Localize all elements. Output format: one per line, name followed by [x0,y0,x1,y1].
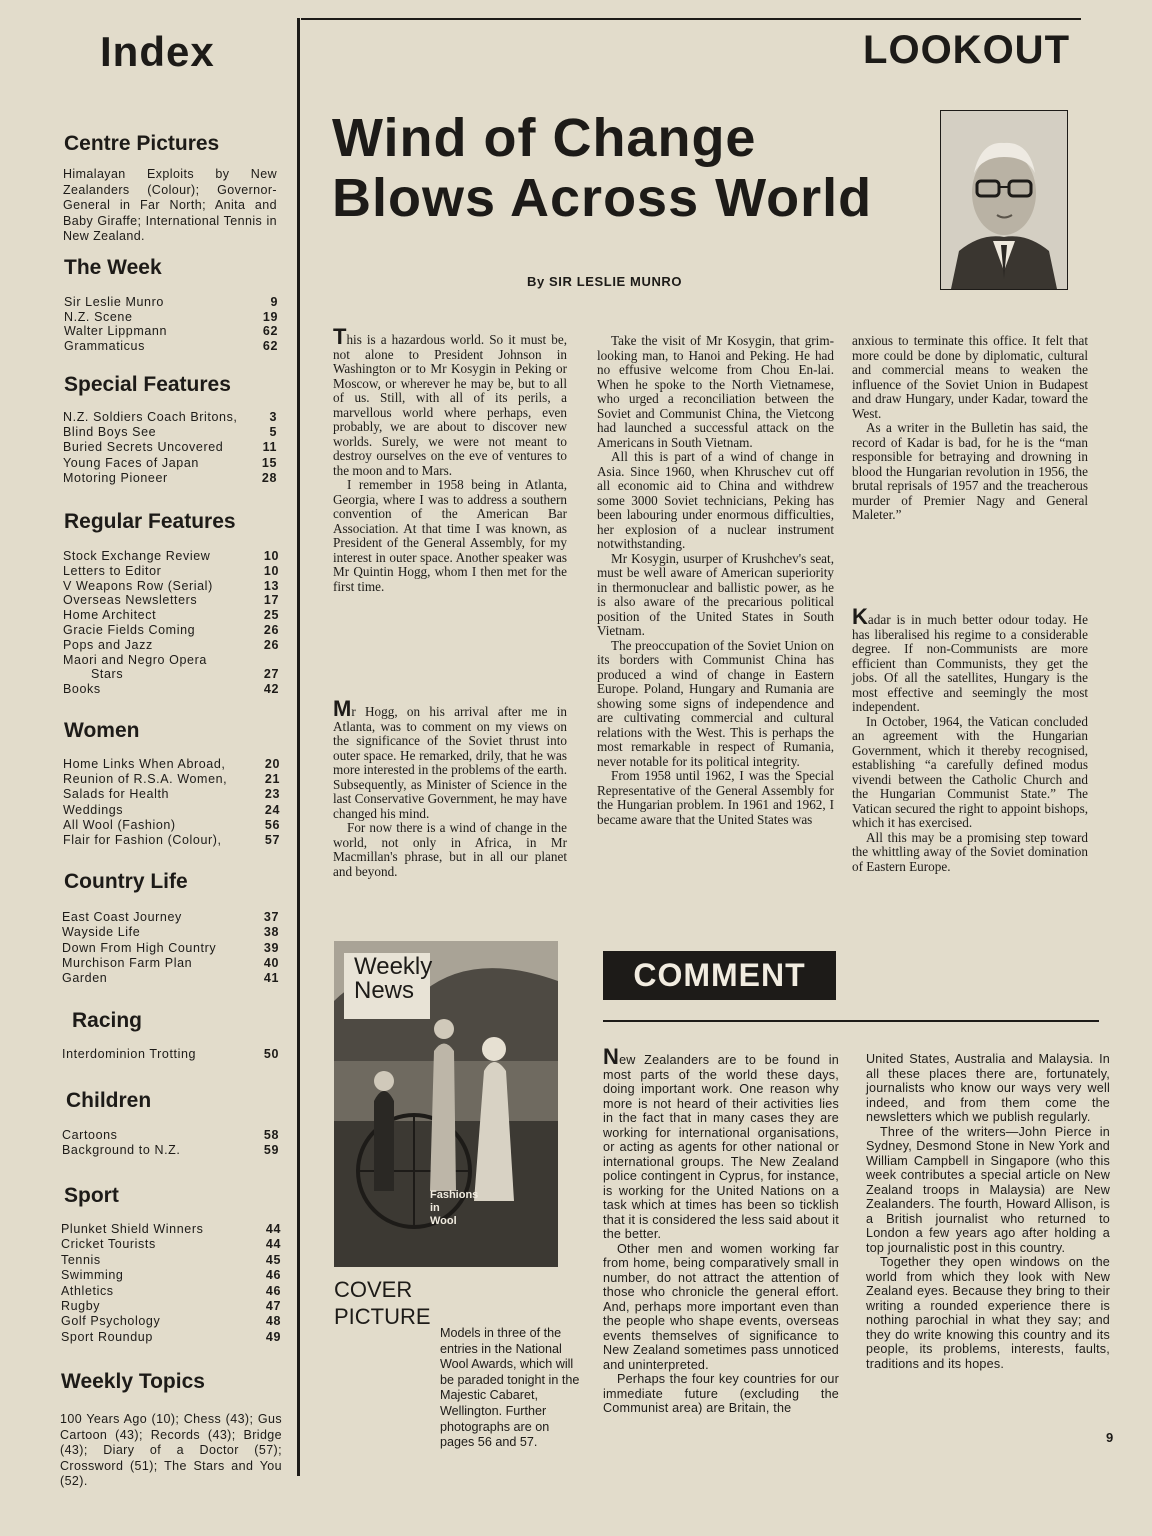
index-entry-label: Grammaticus [64,339,145,354]
index-entry-page: 10 [263,563,279,578]
index-entry-label: N.Z. Soldiers Coach Britons, [63,410,238,424]
index-entry [63,564,279,579]
article-paragraph: All this may be a promising step toward the whittling away of the Soviet domination of Eastern Europe. [852,829,1088,874]
index-entry-page: 3 [269,410,277,424]
comment-column-1 [603,1044,839,1416]
drop-cap: K [852,604,868,629]
index-entry-label: Young Faces of Japan [63,455,199,470]
racing-heading: Racing [72,1009,143,1032]
index-entry [63,410,277,425]
cover-picture-image [334,941,558,1267]
centre-pictures-heading: Centre Pictures [64,132,220,155]
index-entry-page: 40 [263,955,279,970]
page-number: 9 [1106,1430,1114,1445]
index-entry-label: Tennis [61,1252,101,1267]
index-entry [61,1330,281,1345]
index-entry [64,339,278,354]
index-entry-page: 27 [263,667,279,682]
index-entry-page: 26 [263,623,279,637]
index-entry-page: 17 [263,593,279,608]
index-entry [62,1143,279,1158]
index-entry-label: Home Architect [63,608,157,623]
index-entry-page: 57 [264,833,280,847]
comment-paragraph: Other men and women working far from home, being comparatively small in number, do not attract the attention of those who chronicle the general effort. And, perhaps more important even than the people who shape events, overseas events themselves of significance to New Zealand sometimes pass unnoticed and uninterpreted. [603,1241,839,1372]
index-entry [63,608,279,623]
index-entry [61,1222,281,1237]
index-entry-page: 13 [263,578,279,593]
cover-caption: Models in three of the entries in the National Wool Awards, which will be paraded tonight in the Majestic Cabaret, Wellington. Further photographs are on pages 56 and 57. [440,1326,580,1450]
index-entry-page: 45 [265,1252,281,1267]
index-entry-label: Blind Boys See [63,425,157,440]
index-entry-label: Cricket Tourists [61,1237,156,1252]
index-entry-page: 21 [264,772,280,787]
index-entry [62,910,279,925]
index-entry [62,956,279,971]
index-entry-label: Sport Roundup [61,1329,153,1344]
sport-heading: Sport [64,1184,119,1207]
index-entry-label: Golf Psychology [61,1314,161,1329]
index-entry-page: 15 [261,455,277,470]
index-entry-page: 50 [263,1047,279,1061]
index-entry-label: Overseas Newsletters [63,593,198,608]
index-entry-page: 41 [263,971,279,986]
index-entry-page: 48 [265,1314,281,1329]
article-paragraph [852,604,1088,715]
article-paragraph: In October, 1964, the Vatican concluded an agreement with the Hungarian Government, which it thereby recognised, establishing “a carefully defined modus vivendi between the Catholic Church and the Hungarian Communist State.” The Vatican secured the right to appoint bishops, which it has exercised. [852,713,1088,830]
cover-masthead [354,955,432,1003]
byline: By SIR LESLIE MUNRO [527,274,683,289]
children-heading: Children [66,1089,152,1112]
index-entry-label: Sir Leslie Munro [64,295,164,309]
index-entry-label: All Wool (Fashion) [63,817,176,832]
comment-label: COMMENT [603,951,836,1000]
index-entry-label: N.Z. Scene [64,309,133,324]
cover-overlay-line-2: in [430,1202,440,1214]
cover-masthead-line-1: Weekly [354,953,433,980]
article-paragraph: All this is part of a wind of change in Asia. Since 1960, when Khruschev cut off all economic aid to China and withdrew some 3000 Soviet technicians, Peking has been labouring under enormous difficulties, her explosion of a nuclear instrument notwithstanding. [597,449,834,551]
index-entry-label: V Weapons Row (Serial) [63,578,213,593]
article-headline [332,108,932,228]
comment-paragraph: Together they open windows on the world from which they look with New Zealand eyes. Because they bring to their writing a rounded experience there is nothing parochial in what they say; and they do write knowing this country and its people, its problems, interests, faults, traditions and its hopes. [866,1255,1110,1371]
index-entry-page: 56 [264,817,280,832]
index-entry [63,623,279,638]
comment-paragraph: Three of the writers—John Pierce in Sydney, Desmond Stone in New York and William Campbell in Singapore (who this week contributes a special article on New Zealand troops in Malaysia) are New Zealanders. The fourth, Howard Allison, is a British journalist who returned to London a few years ago after holding a top journalistic post in this country. [866,1124,1110,1255]
article-paragraph: As a writer in the Bulletin has said, the record of Kadar is bad, for he is the “man responsible for betraying and drowning in blood the Hungarian revolution in 1956, the brutal reprisals of 1957 and the treacherous murder of Premier Nagy and General Maleter.” [852,420,1088,522]
article-paragraph [333,324,567,478]
index-entry [61,1268,281,1283]
paragraph-text: ew Zealanders are to be found in most parts of the world these days, doing important work. One reason why more is not heard of their activities lies in the fact that in many cases they are working for international organisations, or acting as agents for other national or international groups. The New Zealand police contingent in Cyprus, for instance, is working for the United Nations on a task which at times has been so ticklish that it is considered the less said about it the better. [603,1053,839,1241]
index-entry [63,549,279,564]
index-entry [64,310,278,325]
index-entry-page: 19 [262,309,278,324]
index-entry-page: 39 [263,940,279,955]
index-entry [63,667,279,682]
comment-rule [603,1020,1099,1022]
index-entry-label: Maori and Negro Opera [63,652,207,667]
cover-title-line-2: PICTURE [334,1304,431,1329]
index-entry [61,1314,281,1329]
article-column-1 [333,324,567,594]
index-entry-label: Wayside Life [62,925,141,940]
index-entry [61,1253,281,1268]
index-entry [63,638,279,653]
article-paragraph: For now there is a wind of change in the world, not only in Africa, in Mr Macmillan's phrase, but in all our planet and beyond. [333,820,567,879]
headline-line-1: Wind of Change [332,108,757,168]
index-entry [63,653,279,668]
cover-masthead-line-2: News [354,977,415,1004]
index-entry-page: 49 [265,1329,281,1344]
centre-pictures-text: Himalayan Exploits by New Zealanders (Colour); Governor-General in Far North; Anita and Baby Giraffe; International Tennis in New Zealand. [63,167,277,243]
article-column-2 [597,334,834,827]
article-paragraph [333,696,567,821]
drop-cap: N [603,1044,620,1069]
index-entry-page: 46 [265,1268,281,1283]
index-entry-page: 5 [269,425,277,440]
index-entry-page: 62 [262,324,278,339]
index-entry-page: 42 [263,682,279,697]
index-entry [62,1128,279,1143]
index-entry [63,818,280,833]
index-entry-label: Walter Lippmann [64,324,168,339]
cover-overlay-line-1: Fashions [430,1189,479,1201]
drop-cap: M [333,696,352,721]
index-entry-label: Pops and Jazz [63,637,153,652]
index-entry-page: 38 [263,925,279,940]
index-entry [63,833,280,848]
author-portrait [940,110,1068,290]
index-entry-label: Flair for Fashion (Colour), [63,833,222,847]
comment-paragraph [603,1044,839,1242]
index-entry-page: 20 [264,757,280,771]
index-entry-label: Books [63,682,101,697]
column-divider [297,18,300,1476]
index-entry [63,579,279,594]
index-entry-label: Letters to Editor [63,563,162,578]
index-entry-label: Athletics [61,1283,114,1298]
index-entry-label: Garden [62,971,108,986]
index-entry-label: Swimming [61,1268,124,1283]
article-column-3 [852,334,1088,523]
index-entry [63,425,277,440]
index-entry-page: 58 [263,1128,279,1142]
index-entry-page: 62 [262,339,278,354]
top-rule [301,18,1081,20]
women-heading: Women [64,719,140,742]
paragraph-text: his is a hazardous world. So it must be, not alone to President Johnson in Washington or to Mr Kosygin in Peking or Moscow, or wherever he may be, but to all of us. Still, with all of its perils, a marvellous world where perhaps, even probably, we are about to discover new worlds. Surely, we were not meant to destroy ourselves on the eve of ventures to the moon and to Mars. [333,332,567,478]
weekly-topics-heading: Weekly Topics [61,1370,205,1393]
comment-column-2 [866,1052,1110,1371]
index-entry-label: Gracie Fields Coming [63,623,196,637]
index-entry [63,440,277,455]
index-entry-label: Interdominion Trotting [62,1047,197,1061]
cover-overlay-line-3: Wool [430,1215,457,1227]
index-entry-page: 26 [263,637,279,652]
cover-title-line-1: COVER [334,1277,413,1302]
cover-overlay-text [430,1189,478,1228]
comment-paragraph: Perhaps the four key countries for our immediate future (excluding the Communist area) are Britain, the [603,1372,839,1415]
article-paragraph: The preoccupation of the Soviet Union on its borders with Communist China has produced a wind of change in Eastern Europe. Poland, Hungary and Rumania are showing some signs of independence and are cultivating commercial and cultural relations with the West. This is perhaps the most remarkable in respect of Rumania, never notable for its political integrity. [597,637,834,769]
index-entry [62,925,279,940]
index-entry [64,295,278,310]
index-entry [63,471,277,486]
index-entry-page: 59 [263,1143,279,1158]
index-entry-label: Weddings [63,802,124,817]
index-entry [64,324,278,339]
index-entry [63,682,279,697]
index-entry-label: Rugby [61,1299,101,1313]
index-entry-label: Home Links When Abroad, [63,757,226,771]
index-entry-page: 46 [265,1283,281,1298]
index-entry-label: Plunket Shield Winners [61,1222,204,1236]
article-paragraph: anxious to terminate this office. It felt that more could be done by diplomatic, cultural and commercial means to weaken the influence of the Soviet Union in Budapest and draw Hungary, under Kadar, toward the West. [852,333,1088,421]
index-entry [62,1047,279,1062]
the-week-heading: The Week [64,256,162,279]
index-entry-label: Background to N.Z. [62,1143,181,1158]
drop-cap: T [333,324,347,349]
index-entry-label: Stock Exchange Review [63,549,211,563]
country-life-heading: Country Life [64,870,188,893]
index-entry [63,593,279,608]
section-label-lookout: LOOKOUT [863,28,1070,72]
index-entry-label: Motoring Pioneer [63,470,168,485]
weekly-topics-text: 100 Years Ago (10); Chess (43); Gus Cartoon (43); Records (43); Bridge (43); Diary of a Doctor (57); Crossword (51); The Stars and You (52). [60,1412,282,1488]
comment-paragraph: United States, Australia and Malaysia. In all these places there are, fortunately, journalists who know our ways very well indeed, and from them come the newsletters which we publish regularly. [866,1052,1110,1124]
index-entry-page: 10 [263,549,279,563]
index-entry-label: Down From High Country [62,940,217,955]
index-entry-label: Cartoons [62,1128,118,1142]
index-entry-page: 9 [270,295,278,309]
article-column-1-continued [333,696,567,879]
index-entry-label: Reunion of R.S.A. Women, [63,772,228,787]
article-paragraph: From 1958 until 1962, I was the Special Representative of the General Assembly for the Hungarian problem. In 1961 and 1962, I became aware that the United States was [597,768,834,827]
index-entry-label: Stars [91,667,124,682]
index-entry [62,941,279,956]
index-entry-page: 11 [262,440,277,455]
regular-features-heading: Regular Features [64,510,236,533]
headline-line-2: Blows Across World [332,168,873,228]
article-paragraph: Take the visit of Mr Kosygin, that grim-looking man, to Hanoi and Peking. He had no effusive welcome from Chou En-lai. When he spoke to the North Vietnamese, who urged a reconciliation between the Soviet and Communist China, the Vietcong had launched a successful attack on the Americans in South Vietnam. [597,333,834,450]
index-entry-page: 44 [265,1237,281,1252]
index-entry [63,787,280,802]
index-entry-label: Murchison Farm Plan [62,955,193,970]
index-entry [63,456,277,471]
cover-picture-title [334,1276,431,1330]
index-entry-page: 24 [264,802,280,817]
index-entry-label: Buried Secrets Uncovered [63,440,224,455]
index-entry [63,757,280,772]
index-entry-page: 44 [265,1222,281,1236]
index-entry-page: 25 [263,608,279,623]
article-column-3-continued [852,604,1088,874]
index-entry-page: 47 [265,1299,281,1313]
index-entry-label: East Coast Journey [62,910,182,924]
index-entry [62,971,279,986]
special-features-heading: Special Features [64,373,231,396]
index-entry [61,1237,281,1252]
index-entry [63,772,280,787]
paragraph-text: adar is in much better odour today. He has liberalised his regime to a considerable degree. If non-Communists are more efficient than Communists, they get the jobs. Of all the satellites, Hungary is the most effective and seemingly the most independent. [852,612,1088,714]
index-title: Index [100,28,215,75]
paragraph-text: r Hogg, on his arrival after me in Atlanta, was to comment on my views on the significance of the Soviet thrust into outer space. He remarked, drily, that he was more interested in the problems of the earth. Subsequently, as Minister of Science in the last Conservative Government, he may have changed his mind. [333,704,567,821]
index-entry [61,1284,281,1299]
index-entry-label: Salads for Health [63,787,170,802]
article-paragraph: Mr Kosygin, usurper of Krushchev's seat, must be well aware of American superiority in thermonuclear and ballistic power, as he is also aware of the precarious political position of the United States in South Vietnam. [597,550,834,638]
article-paragraph: I remember in 1958 being in Atlanta, Georgia, where I was to address a southern convention of the American Bar Association. At that time I was known, as President of the General Assembly, for my interest in outer space. Another speaker was Mr Quintin Hogg, whom I then met for the first time. [333,477,567,594]
index-entry [61,1299,281,1314]
index-entry-page: 28 [261,470,277,485]
index-entry-page: 37 [263,910,279,924]
index-entry-page: 23 [264,787,280,802]
index-entry [63,803,280,818]
